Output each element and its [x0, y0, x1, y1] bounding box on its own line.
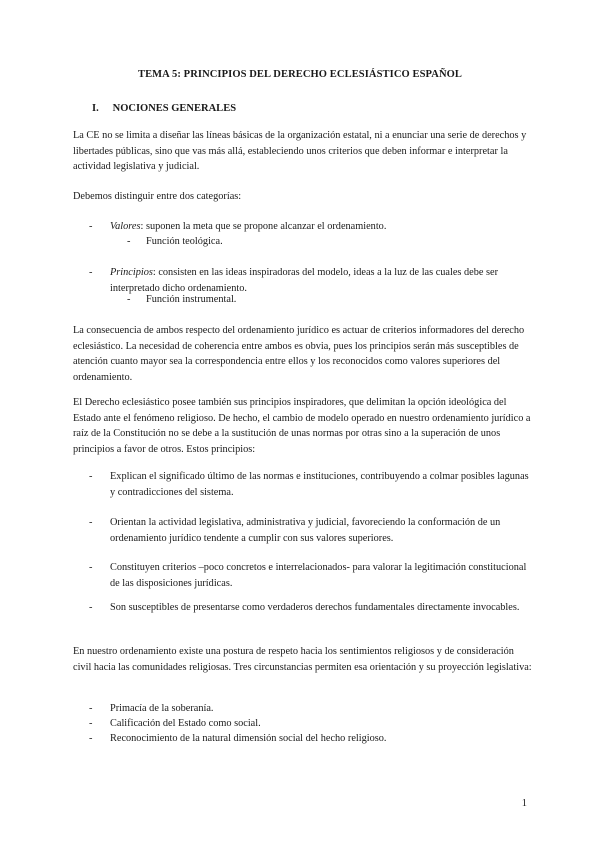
respeto-paragraph: En nuestro ordenamiento existe una postura de respeto hacia los sentimientos religiosos y de consideración civil hacia las comunidades religiosas. Tres circunstancias permiten esa orientación y su proyección legislativa:: [73, 646, 532, 673]
document-title: TEMA 5: PRINCIPIOS DEL DERECHO ECLESIÁSTICO ESPAÑOL: [137, 69, 463, 80]
list-dash: -: [89, 733, 93, 744]
consequence-paragraph: La consecuencia de ambos respecto del ordenamiento jurídico es actuar de criterios informadores del derecho eclesiástico. La necesidad de coherencia entre ambos es obvia, pues los principios serán más susceptibles de atención cuanto mayor sea la correspondencia entre ellos y los reconocidos como valores superiores del ordenamiento.: [73, 325, 525, 383]
list-dash: -: [89, 471, 93, 482]
categories-intro: Debemos distinguir entre dos categorías:: [73, 191, 242, 202]
principle-text: Son susceptibles de presentarse como verdaderos derechos fundamentales directamente invocables.: [110, 602, 520, 613]
section-title: NOCIONES GENERALES: [112, 103, 237, 114]
principle-text: Constituyen criterios –poco concretos e interrelacionados- para valorar la legitimación constitucional de las disposiciones jurídicas.: [110, 562, 527, 589]
principle-item: [73, 515, 533, 546]
term-principios: Principios: [110, 267, 153, 278]
sub-item-instrumental: [73, 292, 533, 308]
circumstance-item: [73, 701, 533, 717]
page-number: 1: [521, 798, 527, 809]
sub-item-text: Función teológica.: [146, 236, 223, 247]
circumstance-text: Reconocimiento de la natural dimensión social del hecho religioso.: [110, 733, 387, 744]
principle-text: Orientan la actividad legislativa, administrativa y judicial, favoreciendo la conformación de un ordenamiento jurídico tendente a cumplir con sus valores superiores.: [110, 517, 501, 544]
list-dash: -: [127, 236, 131, 247]
term-valores: Valores: [110, 221, 141, 232]
list-dash: -: [89, 267, 93, 278]
list-dash: -: [89, 562, 93, 573]
list-dash: -: [89, 517, 93, 528]
list-dash: -: [89, 602, 93, 613]
circumstance-text: Primacía de la soberanía.: [110, 703, 214, 714]
list-dash: -: [89, 718, 93, 729]
circumstance-item: [73, 716, 533, 732]
list-dash: -: [89, 703, 93, 714]
list-dash: -: [89, 221, 93, 232]
principle-item: [73, 469, 533, 500]
valores-text: : suponen la meta que se propone alcanzar el ordenamiento.: [140, 221, 387, 232]
list-item-valores: [73, 219, 533, 235]
principle-item: [73, 560, 533, 591]
principle-item: [73, 600, 533, 616]
section-heading: [92, 103, 236, 114]
circumstance-item: [73, 731, 533, 747]
section-number: I.: [92, 103, 99, 114]
principle-text: Explican el significado último de las normas e instituciones, contribuyendo a colmar posibles lagunas y contradicciones del sistema.: [110, 471, 529, 498]
sub-item-teologica: [73, 234, 533, 250]
principios-text: : consisten en las ideas inspiradoras del modelo, ideas a la luz de las cuales debe ser interpretado dicho ordenamiento.: [110, 267, 499, 294]
sub-item-text: Función instrumental.: [146, 294, 237, 305]
derecho-paragraph: El Derecho eclesiástico posee también sus principios inspiradores, que delimitan la opción ideológica del Estado ante el fenómeno religioso. De hecho, el cambio de modelo operado en nuestro ordenamiento jurídico a raíz de la Constitución no se debe a la sustitución de unas normas por otras sino a la superación de unos principios a favor de otros. Estos principios:: [73, 397, 531, 455]
intro-paragraph: La CE no se limita a diseñar las líneas básicas de la organización estatal, ni a enunciar una serie de derechos y libertades públicas, sino que vas más allá, estableciendo unos criterios que deben informar e interpretar la actividad legislativa y judicial.: [73, 130, 527, 173]
circumstance-text: Calificación del Estado como social.: [110, 718, 261, 729]
list-dash: -: [127, 294, 131, 305]
